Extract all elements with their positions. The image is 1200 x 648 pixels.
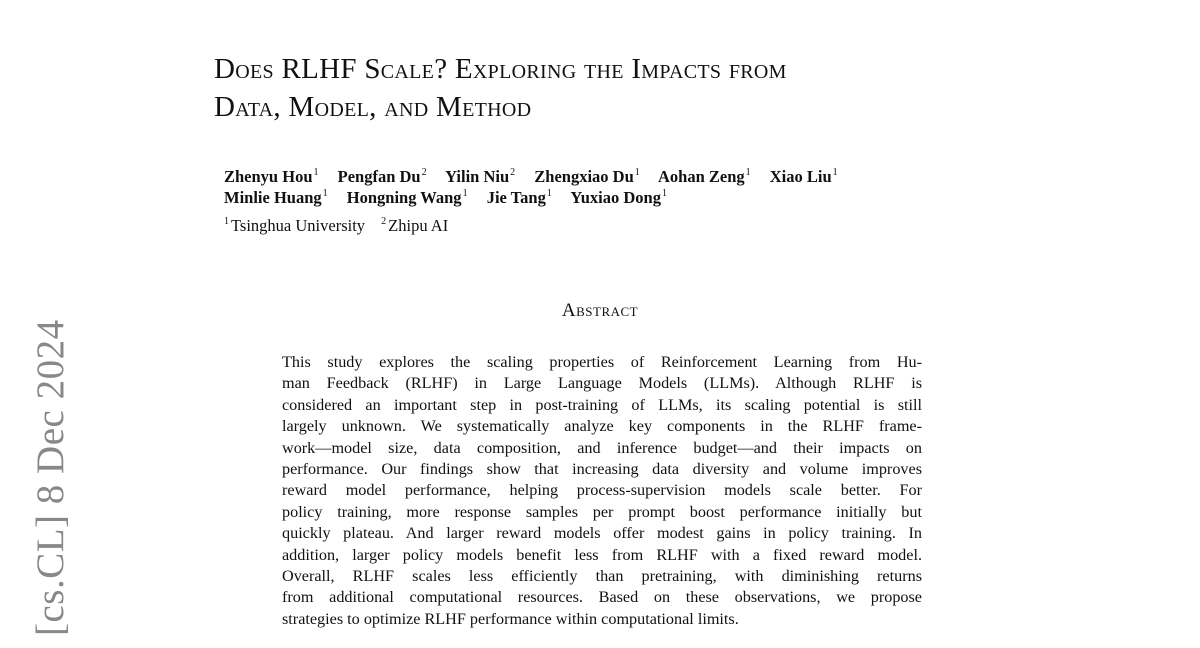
affiliation-mark: 1 [634, 167, 640, 178]
affiliation [224, 216, 365, 235]
author-line [224, 166, 1124, 187]
abstract-heading: Abstract [561, 300, 639, 321]
author-list [224, 166, 1124, 208]
title-line: Does RLHF Scale? Exploring the Impacts from [214, 53, 787, 85]
affiliation-number: 1 [224, 216, 229, 227]
author-name: Xiao Liu [769, 167, 832, 186]
author [338, 167, 427, 186]
abstract-line: from additional computational resources. Based on these observations, we propose [282, 588, 922, 607]
abstract-line: reward model performance, helping process-supervision models scale better. For [282, 481, 922, 500]
author-name: Hongning Wang [346, 188, 462, 207]
author [770, 167, 838, 186]
abstract-line: This study explores the scaling properties of Reinforcement Learning from Hu- [282, 353, 922, 371]
affiliations [224, 216, 460, 236]
author-name: Jie Tang [486, 188, 546, 207]
author [347, 188, 468, 207]
abstract-line: largely unknown. We systematically analyze key components in the RLHF frame- [282, 417, 922, 436]
author [224, 188, 328, 207]
author-name: Zhenyu Hou [224, 167, 313, 186]
author-line [224, 187, 1124, 208]
affiliation-mark: 1 [462, 188, 468, 199]
author-name: Minlie Huang [224, 188, 322, 207]
author [445, 167, 515, 186]
author [534, 167, 639, 186]
affiliation-mark: 1 [546, 188, 552, 199]
affiliation [381, 216, 448, 235]
title-line: Data, Model, and Method [214, 91, 532, 123]
abstract-line: Overall, RLHF scales less efficiently than pretraining, with diminishing returns [282, 567, 922, 586]
author [487, 188, 552, 207]
affiliation-mark: 1 [832, 167, 838, 178]
abstract-line: performance. Our findings show that increasing data diversity and volume improves [282, 460, 922, 479]
affiliation-mark: 1 [322, 188, 328, 199]
affiliation-mark: 2 [421, 167, 427, 178]
author [570, 188, 667, 207]
affiliation-mark: 2 [510, 167, 516, 178]
author-name: Yilin Niu [445, 167, 510, 186]
abstract-line: quickly plateau. And larger reward models offer modest gains in policy training. In [282, 524, 922, 543]
affiliation-mark: 1 [662, 188, 667, 199]
author-name: Aohan Zeng [657, 167, 745, 186]
affiliation-mark: 1 [745, 167, 751, 178]
abstract-line: policy training, more response samples per prompt boost performance initially but [282, 502, 922, 521]
abstract-body [282, 352, 922, 630]
author [224, 167, 319, 186]
abstract-line: strategies to optimize RLHF performance within computational limits. [282, 609, 739, 628]
affiliation-mark: 1 [313, 167, 319, 178]
affiliation-name: Zhipu AI [388, 216, 449, 235]
paper-title [214, 50, 1114, 126]
author-name: Yuxiao Dong [570, 188, 661, 207]
affiliation-number: 2 [381, 216, 387, 227]
affiliation-name: Tsinghua University [231, 216, 366, 235]
arxiv-stamp: [cs.CL] 8 Dec 2024 [29, 319, 72, 636]
abstract-line: considered an important step in post-training of LLMs, its scaling potential is still [282, 395, 922, 414]
author-name: Pengfan Du [337, 167, 421, 186]
abstract-line: work—model size, data composition, and inference budget—and their impacts on [282, 438, 922, 457]
author [658, 167, 751, 186]
abstract-line: addition, larger policy models benefit less from RLHF with a fixed reward model. [282, 545, 922, 564]
abstract-line: man Feedback (RLHF) in Large Language Models (LLMs). Although RLHF is [282, 374, 922, 393]
author-name: Zhengxiao Du [534, 167, 634, 186]
